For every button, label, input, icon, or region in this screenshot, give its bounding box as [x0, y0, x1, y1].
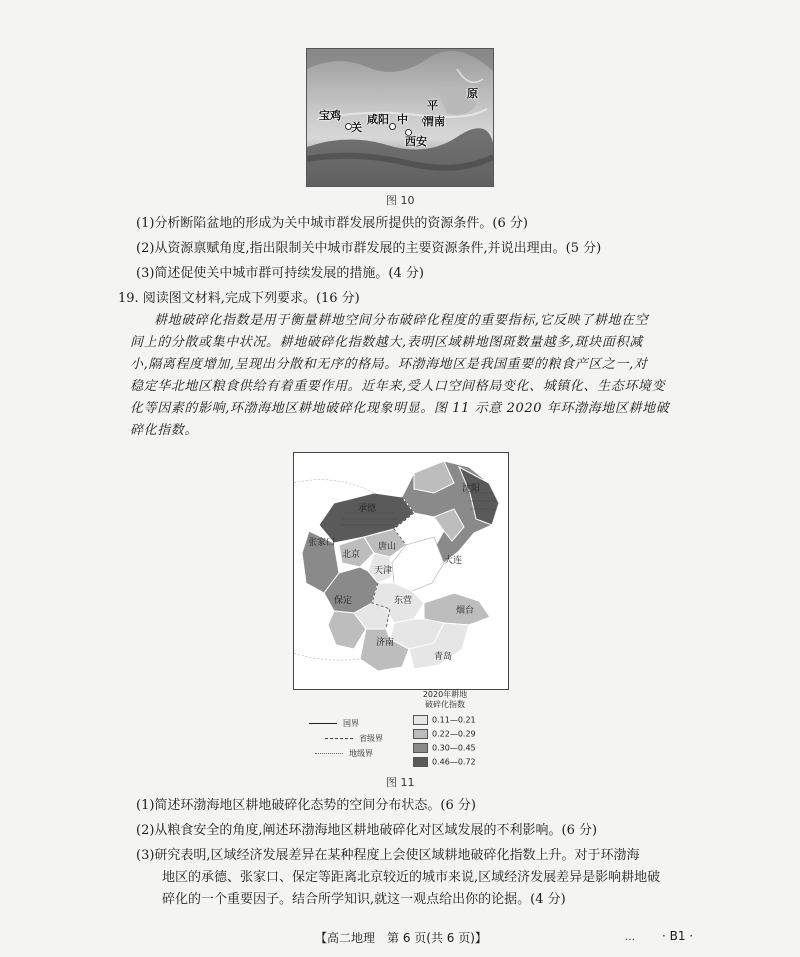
- footer-mark: …: [625, 932, 635, 943]
- legend-class-3: [413, 743, 476, 753]
- page-footer: 【高二地理 第 6 页(共 6 页)】: [315, 931, 487, 945]
- map-label-yantai: 烟台: [456, 606, 475, 616]
- label-guan: 关: [351, 121, 362, 134]
- map-label-baoding: 保定: [334, 596, 353, 606]
- q18-sub1: (1)分析断陷盆地的形成为关中城市群发展所提供的资源条件。(6 分): [136, 216, 528, 231]
- figure-10-caption: 图 10: [386, 194, 415, 207]
- legend-line-prefecture-label: 地级界: [349, 749, 373, 758]
- label-xianyang: 咸阳: [367, 113, 389, 126]
- legend-title-line2: 破碎化指数: [425, 700, 465, 709]
- legend-class-2-label: 0.22—0.29: [432, 729, 476, 739]
- provincial-border-line: [325, 738, 353, 739]
- map-label-dongying: 东营: [394, 596, 413, 606]
- legend-swatch-3: [413, 743, 428, 753]
- label-ping: 平: [427, 99, 438, 112]
- q19-sub2: (2)从粮食安全的角度,阐述环渤海地区耕地破碎化对区域发展的不利影响。(6 分): [136, 823, 598, 838]
- map-label-chengde: 承德: [358, 504, 377, 514]
- legend-line-national: [309, 718, 359, 729]
- legend-swatch-2: [413, 729, 428, 739]
- figure-10-relief-map: [306, 48, 494, 187]
- map-label-shenyang: 沈阳: [462, 484, 481, 494]
- q18-sub2: (2)从资源禀赋角度,指出限制关中城市群发展的主要资源条件,并说出理由。(5 分): [136, 241, 602, 256]
- q18-sub3: (3)简述促使关中城市群可持续发展的措施。(4 分): [136, 266, 424, 281]
- material-line-6: 碎化指数。: [130, 423, 199, 438]
- material-line-2: 间上的分散或集中状况。耕地破碎化指数越大,表明区域耕地图斑数量越多,斑块面积减: [130, 335, 643, 350]
- legend-class-3-label: 0.30—0.45: [432, 743, 476, 753]
- legend-line-provincial: [325, 733, 383, 744]
- q19-sub1: (1)简述环渤海地区耕地破碎化态势的空间分布状态。(6 分): [136, 798, 476, 813]
- material-line-3: 小,隔离程度增加,呈现出分散和无序的格局。环渤海地区是我国重要的粮食产区之一,对: [130, 357, 648, 372]
- legend-title-line1: 2020年耕地: [422, 690, 468, 699]
- material-line-4: 稳定华北地区粮食供给有着重要作用。近年来,受人口空间格局变化、城镇化、生态环境变: [130, 379, 666, 394]
- legend-line-national-label: 国界: [343, 719, 359, 728]
- map-label-tangshan: 唐山: [378, 542, 397, 552]
- map-label-zhangjiakou: 张家口: [308, 538, 336, 548]
- legend-class-4: [413, 757, 476, 767]
- map-label-tianjin: 天津: [374, 566, 393, 576]
- material-line-5: 化等因素的影响,环渤海地区耕地破碎化现象明显。图 11 示意 2020 年环渤海地区耕地破: [130, 401, 670, 416]
- label-yuan: 原: [467, 87, 478, 100]
- map-label-jinan: 济南: [376, 638, 395, 648]
- label-zhong: 中: [397, 113, 408, 126]
- legend-swatch-4: [413, 757, 428, 767]
- q19-heading: 19. 阅读图文材料,完成下列要求。(16 分): [118, 291, 360, 306]
- legend-swatch-1: [413, 715, 428, 725]
- map-label-beijing: 北京: [342, 550, 361, 560]
- legend-title: [415, 690, 475, 710]
- map-label-dalian: 大连: [444, 556, 463, 566]
- q19-material: [130, 310, 690, 442]
- national-border-line: [309, 723, 337, 724]
- page-code: · B1 ·: [662, 929, 694, 943]
- label-weinan: 渭南: [423, 115, 445, 128]
- label-xian: 西安: [405, 135, 427, 148]
- label-baoji: 宝鸡: [319, 109, 341, 122]
- figure-11-legend: [305, 688, 495, 770]
- legend-class-1: [413, 715, 476, 725]
- legend-class-4-label: 0.46—0.72: [432, 757, 476, 767]
- figure-11-map: [293, 452, 509, 690]
- map-label-qingdao: 青岛: [434, 652, 453, 662]
- legend-class-2: [413, 729, 476, 739]
- legend-line-prefecture: [315, 748, 373, 759]
- figure-11-caption: 图 11: [386, 776, 415, 789]
- prefecture-border-line: [315, 753, 343, 754]
- q19-sub3-line2: 地区的承德、张家口、保定等距离北京较近的城市来说,区域经济发展差异是影响耕地破: [162, 870, 661, 885]
- q19-sub3-line1: (3)研究表明,区域经济发展差异在某种程度上会使区域耕地破碎化指数上升。对于环渤海: [136, 848, 640, 863]
- xianyang-dot: [389, 123, 396, 130]
- q19-sub3-line3: 碎化的一个重要因子。结合所学知识,就这一观点给出你的论据。(4 分): [162, 892, 566, 907]
- legend-line-provincial-label: 省级界: [359, 734, 383, 743]
- material-line-1: 耕地破碎化指数是用于衡量耕地空间分布破碎化程度的重要指标,它反映了耕地在空: [154, 313, 649, 328]
- legend-class-1-label: 0.11—0.21: [432, 715, 476, 725]
